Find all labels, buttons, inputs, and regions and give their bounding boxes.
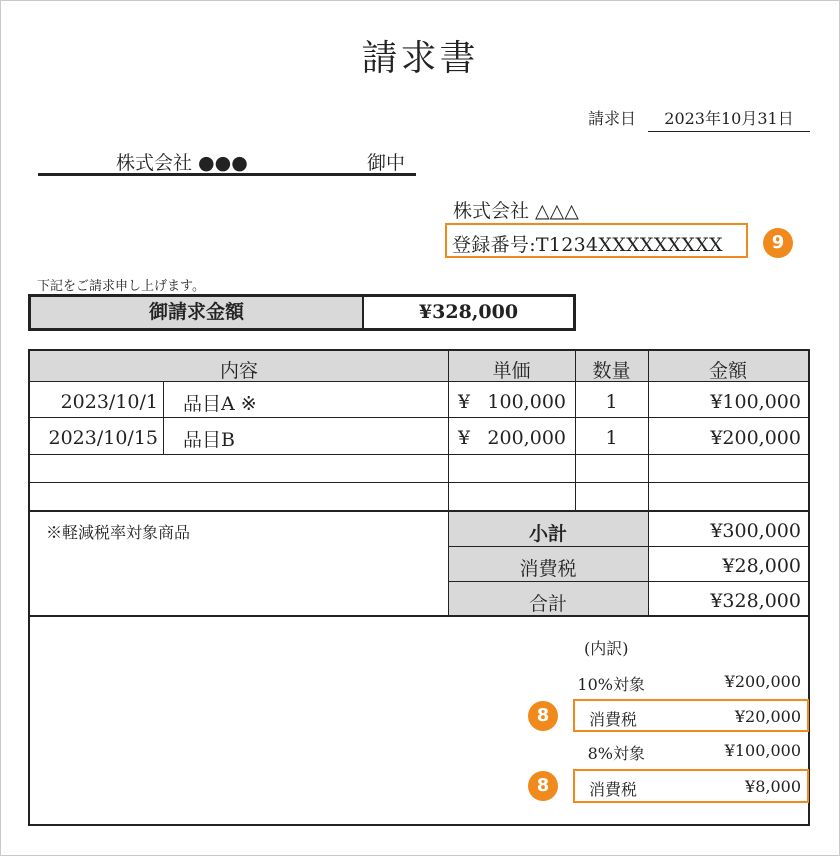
header-amount: 金額 bbox=[708, 360, 747, 382]
issuer-name: 株式会社 △△△ bbox=[453, 200, 579, 222]
row1-item: 品目A ※ bbox=[183, 393, 257, 415]
header-quantity: 数量 bbox=[592, 360, 631, 382]
header-unit-price: 単価 bbox=[492, 360, 531, 382]
tax8-label: 消費税 bbox=[589, 780, 638, 799]
total-amount-box bbox=[28, 294, 576, 331]
tax10-label: 消費税 bbox=[589, 710, 638, 729]
rate8-value: ¥100,000 bbox=[724, 741, 801, 760]
row2-amount: ¥200,000 bbox=[710, 427, 801, 449]
row1-unit-price: 100,000 bbox=[487, 391, 566, 413]
row-divider bbox=[30, 482, 808, 483]
tax-value: ¥28,000 bbox=[722, 555, 801, 577]
invoice-date-value: 2023年10月31日 bbox=[648, 106, 810, 132]
tax10-badge: 8 bbox=[528, 701, 558, 731]
registration-number: 登録番号:T1234XXXXXXXXX bbox=[452, 234, 723, 256]
subtotal-value: ¥300,000 bbox=[710, 520, 801, 542]
row-divider bbox=[30, 615, 808, 617]
row-divider bbox=[30, 417, 808, 418]
total-label: 合計 bbox=[528, 593, 567, 615]
row1-currency: ¥ bbox=[458, 391, 471, 413]
row2-unit-price: 200,000 bbox=[487, 427, 566, 449]
subtotal-label: 小計 bbox=[528, 523, 567, 545]
row-divider bbox=[30, 510, 808, 512]
row-divider bbox=[30, 454, 808, 455]
total-amount-label: 御請求金額 bbox=[31, 297, 364, 328]
invoice-note: 下記をご請求申し上げます。 bbox=[37, 279, 205, 294]
row2-currency: ¥ bbox=[458, 427, 471, 449]
total-value: ¥328,000 bbox=[710, 590, 801, 612]
invoice-date-label: 請求日 bbox=[588, 109, 637, 128]
column-divider bbox=[163, 381, 164, 454]
registration-badge: 9 bbox=[763, 228, 793, 258]
recipient-honorific: 御中 bbox=[367, 152, 406, 174]
tax-label: 消費税 bbox=[519, 558, 577, 580]
rate8-label: 8%対象 bbox=[587, 744, 645, 763]
tax8-value: ¥8,000 bbox=[745, 777, 801, 796]
tax8-badge: 8 bbox=[528, 771, 558, 801]
row1-date: 2023/10/1 bbox=[60, 391, 158, 413]
tax10-value: ¥20,000 bbox=[734, 707, 801, 726]
row-divider bbox=[448, 581, 648, 582]
rate10-label: 10%対象 bbox=[577, 675, 645, 694]
recipient-name: 株式会社 ●●● bbox=[116, 152, 248, 174]
reduced-rate-note: ※軽減税率対象商品 bbox=[46, 523, 191, 542]
invoice-title: 請求書 bbox=[361, 38, 479, 79]
row1-amount: ¥100,000 bbox=[710, 391, 801, 413]
breakdown-heading: (内訳) bbox=[584, 639, 629, 658]
row1-quantity: 1 bbox=[605, 391, 618, 413]
total-amount-value: ¥328,000 bbox=[418, 301, 519, 323]
row-divider bbox=[448, 546, 648, 547]
row2-quantity: 1 bbox=[605, 427, 618, 449]
row2-date: 2023/10/15 bbox=[48, 427, 158, 449]
header-content: 内容 bbox=[219, 360, 258, 382]
recipient-underline bbox=[38, 173, 416, 176]
rate10-value: ¥200,000 bbox=[724, 672, 801, 691]
row2-item: 品目B bbox=[183, 429, 235, 451]
